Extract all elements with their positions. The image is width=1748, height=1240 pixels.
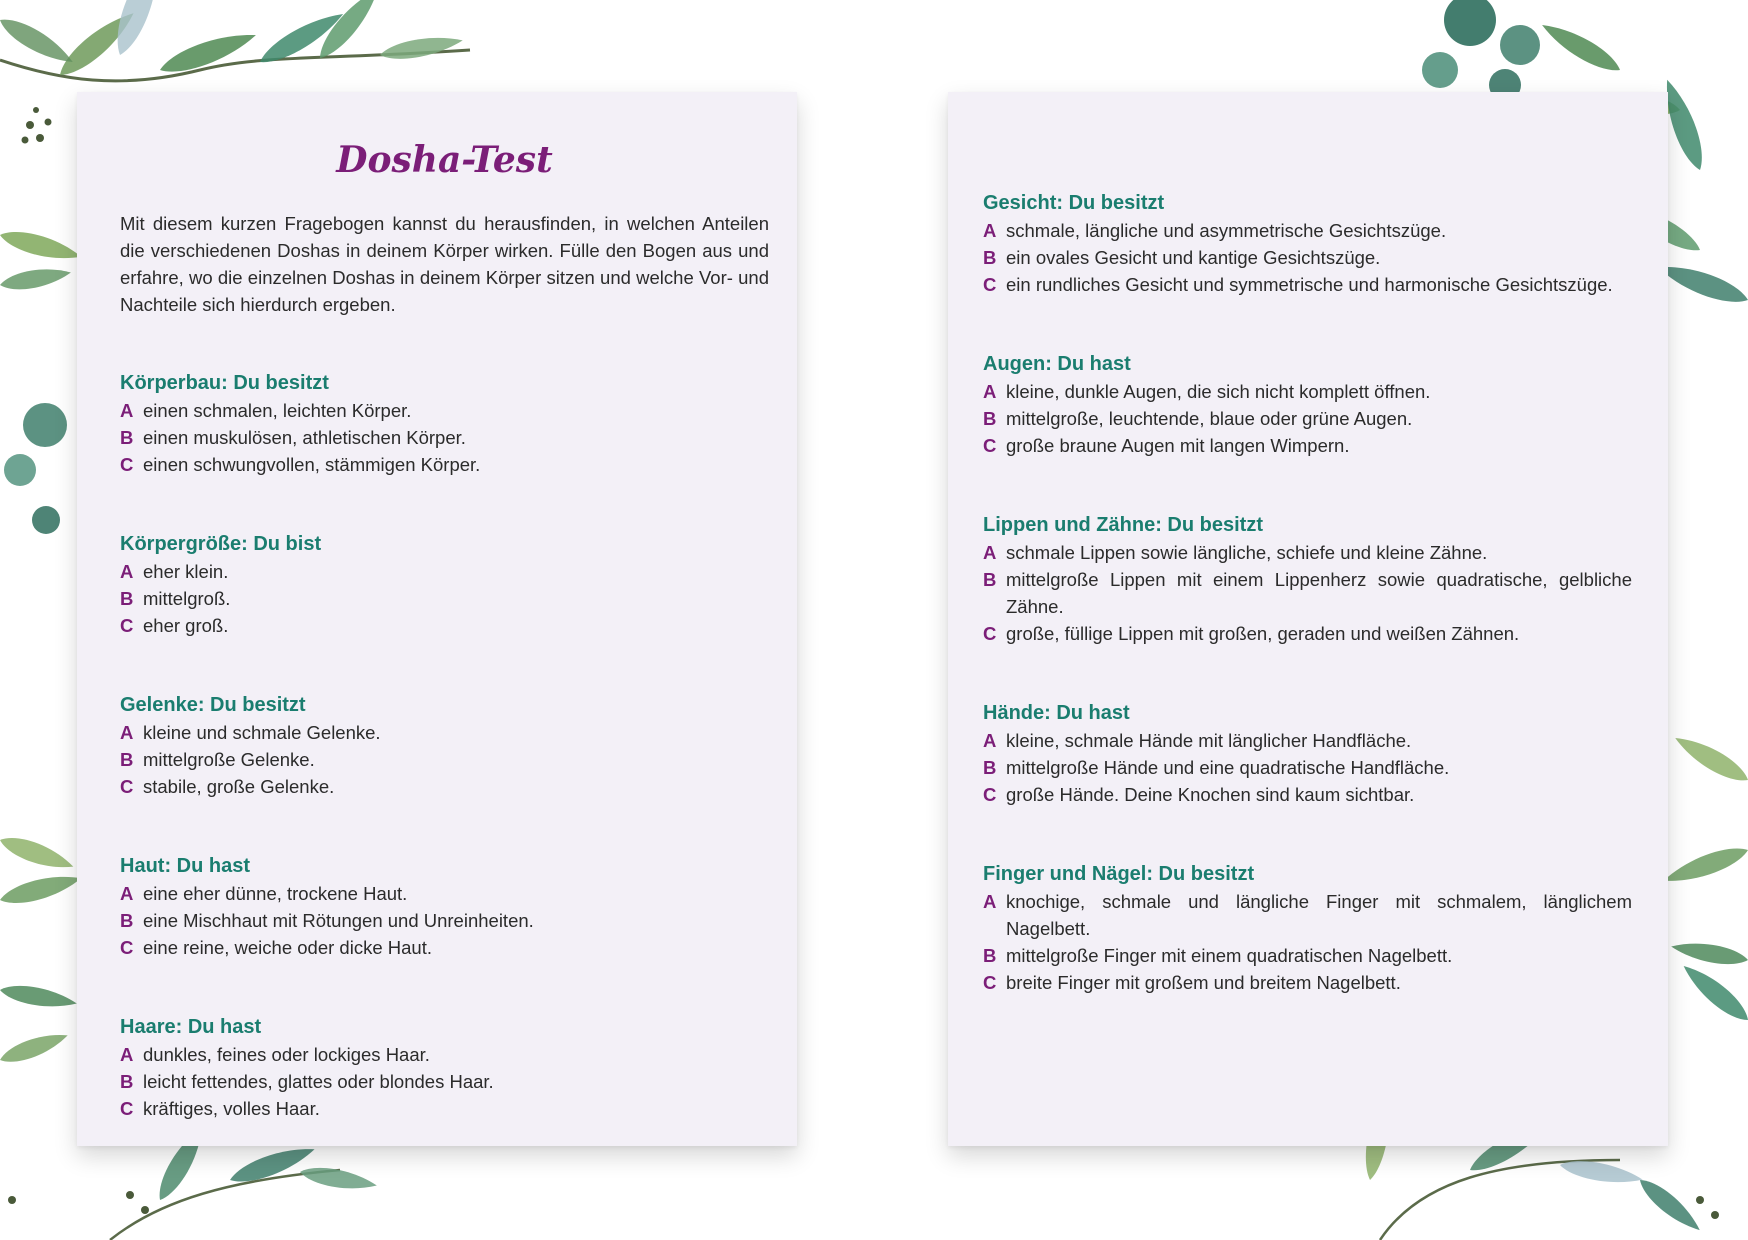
answer-letter: C bbox=[120, 776, 134, 797]
berry-sprig-icon bbox=[22, 107, 52, 144]
answer-option bbox=[983, 942, 1632, 969]
answer-letter: A bbox=[983, 381, 997, 402]
answer-option bbox=[120, 746, 769, 773]
question-heading: Körperbau: Du besitzt bbox=[120, 372, 329, 394]
answer-option bbox=[120, 585, 769, 612]
answer-options bbox=[120, 719, 769, 800]
answer-text: einen schmalen, leichten Körper. bbox=[143, 400, 412, 421]
answer-letter: C bbox=[983, 274, 997, 295]
answer-letter: A bbox=[983, 542, 997, 563]
intro-text: Mit diesem kurzen Fragebogen kannst du herausfinden, in welchen Anteilen die verschiedenen Doshas in deinem Körper wirken. Fülle den Bogen aus und erfahre, wo die einzelnen Doshas in deinem Körper sitzen und welche Vor- und Nachteile sich hierdurch ergeben. bbox=[120, 213, 769, 315]
answer-letter: A bbox=[120, 883, 134, 904]
answer-options bbox=[983, 217, 1632, 298]
answer-option bbox=[120, 719, 769, 746]
answer-text: große Hände. Deine Knochen sind kaum sichtbar. bbox=[1006, 784, 1415, 805]
answer-option bbox=[120, 773, 769, 800]
answer-letter: B bbox=[120, 427, 134, 448]
question-section bbox=[983, 351, 1632, 459]
question-heading: Haut: Du hast bbox=[120, 855, 250, 877]
answer-text: eine Mischhaut mit Rötungen und Unreinheiten. bbox=[143, 910, 534, 931]
answer-option bbox=[120, 397, 769, 424]
answer-option bbox=[983, 888, 1632, 942]
answer-options bbox=[983, 727, 1632, 808]
answer-text: leicht fettendes, glattes oder blondes Haar. bbox=[143, 1071, 494, 1092]
question-heading: Augen: Du hast bbox=[983, 353, 1131, 375]
answer-letter: C bbox=[983, 784, 997, 805]
answer-letter: A bbox=[120, 1044, 134, 1065]
answer-options bbox=[120, 397, 769, 478]
olive-leaf-icon bbox=[1654, 257, 1748, 1027]
answer-text: stabile, große Gelenke. bbox=[143, 776, 335, 797]
answer-option bbox=[983, 566, 1632, 620]
answer-letter: A bbox=[983, 891, 997, 912]
answer-letter: B bbox=[120, 749, 134, 770]
answer-text: mittelgroße, leuchtende, blaue oder grüne Augen. bbox=[1006, 408, 1413, 429]
answer-option bbox=[120, 612, 769, 639]
question-heading: Lippen und Zähne: Du besitzt bbox=[983, 514, 1263, 536]
answer-text: kleine, schmale Hände mit länglicher Handfläche. bbox=[1006, 730, 1412, 751]
answer-letter: C bbox=[120, 937, 134, 958]
answer-text: mittelgroße Finger mit einem quadratischen Nagelbett. bbox=[1006, 945, 1453, 966]
answer-option bbox=[983, 727, 1632, 754]
question-heading: Körpergröße: Du bist bbox=[120, 533, 322, 555]
question-heading: Haare: Du hast bbox=[120, 1016, 262, 1038]
answer-text: ein rundliches Gesicht und symmetrische und harmonische Gesichtszüge. bbox=[1006, 274, 1613, 295]
answer-text: schmale, längliche und asymmetrische Gesichtszüge. bbox=[1006, 220, 1447, 241]
answer-letter: B bbox=[983, 945, 997, 966]
answer-letter: B bbox=[983, 757, 997, 778]
answer-text: mittelgroße Gelenke. bbox=[143, 749, 315, 770]
answer-letter: C bbox=[120, 1098, 134, 1119]
answer-letter: C bbox=[120, 615, 134, 636]
answer-text: kleine und schmale Gelenke. bbox=[143, 722, 381, 743]
olive-leaf-icon bbox=[0, 226, 84, 1069]
answer-option bbox=[120, 880, 769, 907]
answer-text: mittelgroße Hände und eine quadratische Handfläche. bbox=[1006, 757, 1450, 778]
left-page bbox=[77, 92, 797, 1146]
answer-letter: B bbox=[120, 910, 134, 931]
question-heading: Hände: Du hast bbox=[983, 702, 1130, 724]
eucalyptus-branch-icon bbox=[0, 0, 470, 83]
answer-letter: B bbox=[120, 1071, 134, 1092]
answer-letter: C bbox=[983, 972, 997, 993]
answer-option bbox=[983, 271, 1632, 298]
answer-letter: B bbox=[983, 247, 997, 268]
question-heading: Gelenke: Du besitzt bbox=[120, 694, 306, 716]
answer-text: knochige, schmale und längliche Finger mit schmalem, länglichem Nagelbett. bbox=[1006, 891, 1632, 939]
answer-option bbox=[983, 781, 1632, 808]
answer-option bbox=[983, 378, 1632, 405]
question-section bbox=[120, 531, 769, 639]
answer-letter: A bbox=[983, 220, 997, 241]
right-page bbox=[948, 92, 1668, 1146]
question-section bbox=[120, 1014, 769, 1122]
answer-letter: C bbox=[120, 454, 134, 475]
answer-option bbox=[120, 934, 769, 961]
answer-text: eher groß. bbox=[143, 615, 229, 636]
answer-option bbox=[120, 1041, 769, 1068]
page-title: Dosha-Test bbox=[336, 139, 553, 181]
answer-options bbox=[983, 888, 1632, 996]
left-questions bbox=[120, 370, 769, 1122]
answer-text: breite Finger mit großem und breitem Nagelbett. bbox=[1006, 972, 1401, 993]
question-section bbox=[983, 190, 1632, 298]
answer-option bbox=[983, 244, 1632, 271]
answer-text: einen muskulösen, athletischen Körper. bbox=[143, 427, 466, 448]
answer-text: ein ovales Gesicht und kantige Gesichtszüge. bbox=[1006, 247, 1381, 268]
answer-options bbox=[120, 558, 769, 639]
answer-options bbox=[983, 539, 1632, 647]
right-questions bbox=[983, 190, 1632, 996]
answer-letter: B bbox=[120, 588, 134, 609]
answer-options bbox=[983, 378, 1632, 459]
answer-text: kleine, dunkle Augen, die sich nicht komplett öffnen. bbox=[1006, 381, 1431, 402]
answer-letter: B bbox=[983, 408, 997, 429]
answer-text: dunkles, feines oder lockiges Haar. bbox=[143, 1044, 430, 1065]
answer-option bbox=[983, 754, 1632, 781]
answer-letter: A bbox=[120, 561, 134, 582]
answer-text: eine eher dünne, trockene Haut. bbox=[143, 883, 408, 904]
answer-option bbox=[120, 451, 769, 478]
answer-letter: A bbox=[120, 722, 134, 743]
answer-option bbox=[983, 217, 1632, 244]
answer-text: eine reine, weiche oder dicke Haut. bbox=[143, 937, 432, 958]
answer-text: schmale Lippen sowie längliche, schiefe und kleine Zähne. bbox=[1006, 542, 1488, 563]
question-section bbox=[120, 370, 769, 478]
answer-option bbox=[120, 1095, 769, 1122]
answer-letter: A bbox=[983, 730, 997, 751]
question-section bbox=[120, 692, 769, 800]
answer-letter: A bbox=[120, 400, 134, 421]
answer-text: eher klein. bbox=[143, 561, 229, 582]
answer-option bbox=[983, 405, 1632, 432]
answer-letter: C bbox=[983, 435, 997, 456]
answer-option bbox=[120, 558, 769, 585]
answer-text: große, füllige Lippen mit großen, geraden und weißen Zähnen. bbox=[1006, 623, 1520, 644]
question-heading: Gesicht: Du besitzt bbox=[983, 192, 1165, 214]
question-section bbox=[983, 700, 1632, 808]
answer-text: große braune Augen mit langen Wimpern. bbox=[1006, 435, 1350, 456]
answer-option bbox=[120, 907, 769, 934]
answer-options bbox=[120, 880, 769, 961]
answer-option bbox=[983, 620, 1632, 647]
answer-option bbox=[120, 1068, 769, 1095]
answer-option bbox=[120, 424, 769, 451]
answer-text: kräftiges, volles Haar. bbox=[143, 1098, 320, 1119]
question-heading: Finger und Nägel: Du besitzt bbox=[983, 863, 1255, 885]
question-section bbox=[120, 853, 769, 961]
answer-option bbox=[983, 432, 1632, 459]
answer-text: mittelgroß. bbox=[143, 588, 231, 609]
answer-letter: C bbox=[983, 623, 997, 644]
answer-text: einen schwungvollen, stämmigen Körper. bbox=[143, 454, 481, 475]
question-section bbox=[983, 512, 1632, 647]
answer-option bbox=[983, 969, 1632, 996]
answer-text: mittelgroße Lippen mit einem Lippenherz sowie quadratische, gelbliche Zähne. bbox=[1006, 569, 1632, 617]
question-section bbox=[983, 861, 1632, 996]
answer-letter: B bbox=[983, 569, 997, 590]
answer-options bbox=[120, 1041, 769, 1122]
answer-option bbox=[983, 539, 1632, 566]
